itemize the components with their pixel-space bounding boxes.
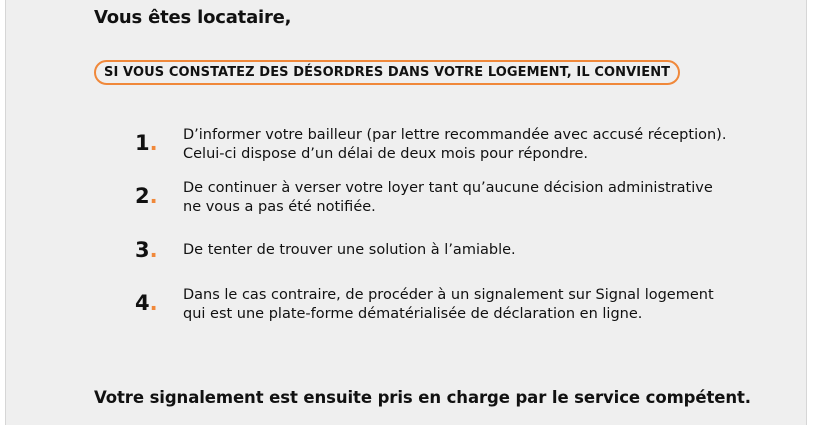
footer-note: Votre signalement est ensuite pris en charge par le service compétent.: [94, 388, 751, 407]
step-item-1: [135, 126, 735, 166]
callout-badge: SI VOUS CONSTATEZ DES DÉSORDRES DANS VOTRE LOGEMENT, IL CONVIENT: [94, 60, 680, 85]
step-1-line-2: Celui-ci dispose d’un délai de deux mois pour répondre.: [183, 145, 589, 162]
step-2-line-2: ne vous a pas été notifiée.: [183, 198, 376, 215]
step-text-1: [183, 126, 743, 163]
step-dot-2: .: [149, 184, 158, 208]
step-number-2: 2.: [135, 184, 158, 208]
step-4-line-2: qui est une plate-forme dématérialisée de déclaration en ligne.: [183, 305, 643, 322]
step-item-3: [135, 238, 735, 278]
step-item-2: [135, 179, 735, 219]
step-1-line-1: D’informer votre bailleur (par lettre recommandée avec accusé réception).: [183, 127, 727, 143]
step-number-3: 3.: [135, 238, 158, 262]
step-item-4: [135, 286, 735, 326]
step-text-2: [183, 179, 743, 216]
step-dot-1: .: [149, 131, 158, 155]
page-heading: Vous êtes locataire,: [94, 7, 292, 28]
step-number-4: 4.: [135, 291, 158, 315]
step-number-1: 1.: [135, 131, 158, 155]
step-4-line-1: Dans le cas contraire, de procéder à un signalement sur Signal logement: [183, 287, 714, 303]
step-dot-3: .: [149, 238, 158, 262]
step-text-3: [183, 241, 743, 260]
step-3-line-1: De tenter de trouver une solution à l’amiable.: [183, 242, 516, 258]
content-panel: [5, 0, 807, 425]
step-dot-4: .: [149, 291, 158, 315]
step-2-line-1: De continuer à verser votre loyer tant qu’aucune décision administrative: [183, 180, 713, 196]
step-text-4: [183, 286, 743, 323]
